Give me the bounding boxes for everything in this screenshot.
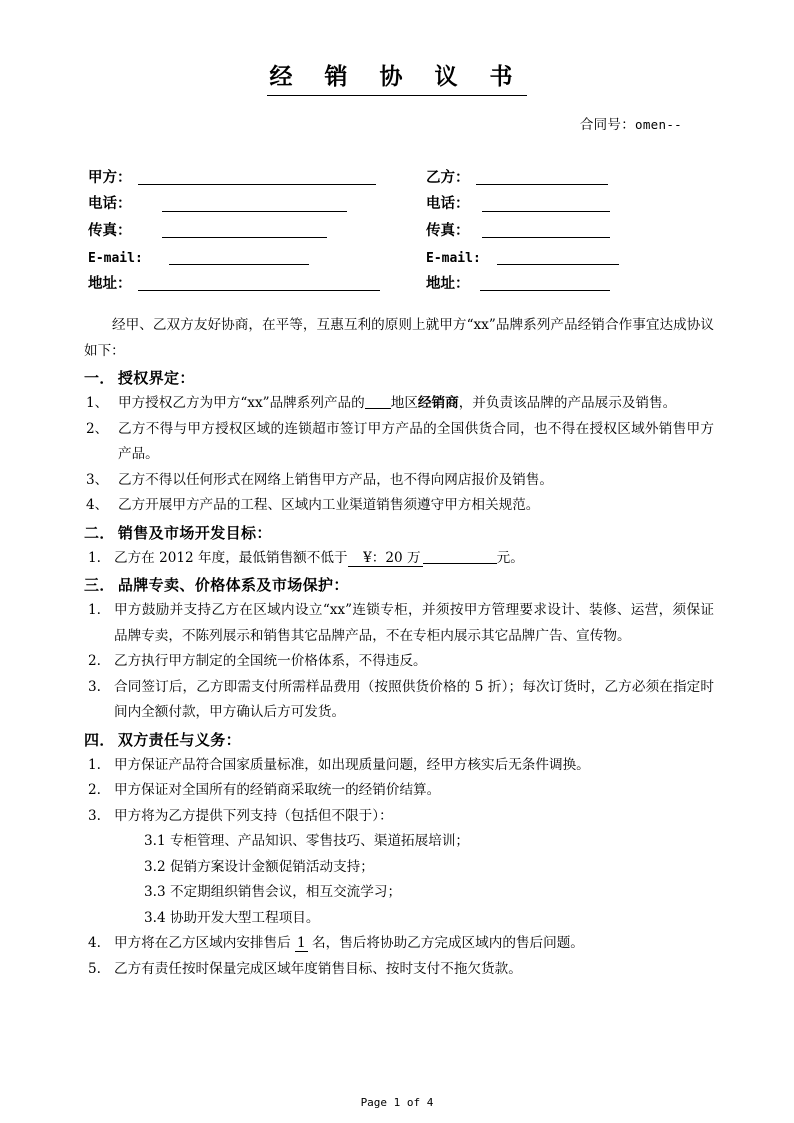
list-item-text	[114, 649, 714, 675]
list-item-text	[114, 931, 714, 957]
document-body	[0, 313, 794, 982]
section-heading	[84, 572, 714, 598]
list-item-marker: 1.	[88, 602, 101, 619]
list-item-marker: 3、	[86, 471, 109, 488]
list-item-text	[114, 598, 714, 649]
party-field-label: 电话：	[426, 195, 470, 213]
party-field-label: E-mail:	[426, 250, 481, 266]
item-text-fragment: 乙方有责任按时保量完成区域年度销售目标、按时支付不拖欠货款。	[114, 960, 522, 977]
list-item-text	[114, 778, 714, 804]
list-item-text	[114, 546, 714, 572]
item-text-fragment: 合同签订后，乙方即需支付所需样品费用（按照供货价格的 5 折）；每次订货时，乙方必须在指定时间内全额付款，甲方确认后方可发货。	[114, 678, 714, 721]
list-item	[84, 957, 714, 983]
party-field-blank[interactable]	[476, 171, 608, 185]
section-number: 三．	[84, 576, 115, 595]
sub-list-item: 3.4 协助开发大型工程项目。	[144, 909, 320, 926]
party-field-row	[88, 159, 426, 186]
item-text-fragment: 乙方开展甲方产品的工程、区域内工业渠道销售须遵守甲方相关规范。	[118, 497, 540, 514]
contract-number	[0, 113, 794, 133]
list-item-marker: 4.	[88, 935, 101, 952]
party-field-label: 地址：	[88, 274, 132, 292]
party-field-row	[88, 212, 426, 239]
list-item-text	[114, 804, 714, 830]
party-field-row	[426, 185, 716, 212]
list-item	[84, 649, 714, 675]
list-item-marker: 3.	[88, 678, 101, 695]
party-field-label: 传真：	[88, 221, 132, 239]
party-field-label: 传真：	[426, 221, 470, 239]
item-text-fragment: 乙方不得以任何形式在网络上销售甲方产品，也不得向网店报价及销售。	[118, 471, 553, 488]
party-field-row	[88, 238, 426, 265]
sub-list-item: 3.2 促销方案设计金额促销活动支持；	[144, 858, 374, 875]
item-text-filled[interactable]: ¥：20 万	[349, 549, 421, 566]
party-field-row	[426, 265, 716, 292]
list-item-marker: 4、	[86, 497, 109, 514]
section-title: 销售及市场开发目标：	[117, 523, 272, 542]
list-item	[84, 598, 714, 649]
item-text-fragment: 甲方保证产品符合国家质量标准，如出现质量问题，经甲方核实后无条件调换。	[114, 756, 590, 773]
party-field-label: 地址：	[426, 274, 470, 292]
section-heading	[84, 727, 714, 753]
party-field-label: 电话：	[88, 195, 132, 213]
party-field-row	[426, 159, 716, 186]
title-block	[0, 0, 794, 96]
section-number: 一．	[84, 369, 115, 388]
item-text-fragment: 乙方在 2012 年度，最低销售额不低于	[114, 549, 348, 566]
party-b-column	[426, 159, 716, 292]
list-item-marker: 2、	[86, 420, 109, 437]
item-text-fragment: 乙方不得与甲方授权区域的连锁超市签订甲方产品的全国供货合同，也不得在授权区域外销售甲方产品。	[118, 420, 714, 463]
list-item-marker: 5.	[88, 960, 101, 977]
item-text-bold: 经销商	[417, 395, 459, 412]
list-item	[84, 468, 714, 494]
party-field-blank[interactable]	[138, 171, 376, 185]
list-item-marker: 1.	[88, 756, 101, 773]
item-text-fragment: 甲方保证对全国所有的经销商采取统一的经销价结算。	[114, 782, 441, 799]
party-field-blank[interactable]	[169, 251, 309, 265]
party-field-row	[426, 238, 716, 265]
list-item	[84, 753, 714, 779]
item-text-fragment: 甲方授权乙方为甲方“xx”品牌系列产品的	[118, 395, 365, 412]
list-item-text	[118, 391, 714, 417]
section-title: 双方责任与义务：	[117, 730, 242, 749]
item-text-fragment: 元。	[496, 549, 524, 566]
list-item	[84, 778, 714, 804]
inline-blank[interactable]	[423, 563, 497, 564]
sub-list-item: 3.3 不定期组织销售会议，相互交流学习；	[144, 884, 402, 901]
list-item-text	[114, 957, 714, 983]
item-text-filled[interactable]: 1	[297, 935, 306, 952]
item-text-fragment: 乙方执行甲方制定的全国统一价格体系，不得违反。	[114, 653, 427, 670]
item-text-fragment: 甲方鼓励并支持乙方在区域内设立“xx”连锁专柜，并须按甲方管理要求设计、装修、运营，须保证品牌专卖，不陈列展示和销售其它品牌产品，不在专柜内展示其它品牌广告、宣传物。	[114, 602, 714, 644]
section-heading	[84, 365, 714, 391]
party-field-blank[interactable]	[482, 198, 610, 212]
page-title: 经 销 协 议 书	[267, 63, 526, 96]
party-a-column	[88, 159, 426, 292]
list-item-marker: 1.	[88, 549, 101, 566]
list-item	[84, 675, 714, 726]
party-field-blank[interactable]	[480, 277, 610, 291]
inline-blank[interactable]	[365, 408, 391, 409]
section-title: 品牌专卖、价格体系及市场保护：	[117, 576, 349, 595]
list-item	[84, 493, 714, 519]
list-item-text	[118, 493, 714, 519]
section-number: 二．	[84, 523, 115, 542]
party-field-row	[426, 212, 716, 239]
list-item-marker: 1、	[86, 395, 109, 412]
party-field-row	[88, 185, 426, 212]
section-heading	[84, 520, 714, 546]
party-field-row	[88, 265, 426, 292]
list-item	[84, 546, 714, 572]
item-text-fragment: 名，售后将协助乙方完成区域内的售后问题。	[307, 935, 584, 952]
list-item-text	[114, 675, 714, 726]
item-text-fragment: ，并负责该品牌的产品展示及销售。	[458, 395, 677, 412]
intro-paragraph: 经甲、乙双方友好协商，在平等，互惠互利的原则上就甲方“xx”品牌系列产品经销合作事宜达成协议如下：	[84, 317, 714, 359]
list-item-marker: 2.	[88, 782, 101, 799]
party-field-label: 乙方：	[426, 168, 470, 186]
party-field-blank[interactable]	[138, 277, 380, 291]
list-item-marker: 3.	[88, 807, 101, 824]
party-field-label: 甲方：	[88, 168, 132, 186]
section-title: 授权界定：	[117, 369, 195, 388]
sections-container	[84, 365, 714, 982]
contract-number-label: 合同号：	[579, 116, 636, 133]
list-item	[84, 391, 714, 417]
party-field-blank[interactable]	[497, 251, 619, 265]
item-text-fragment: 地区	[390, 395, 418, 412]
item-text-fragment: 甲方将在乙方区域内安排售后	[114, 935, 296, 952]
item-text-fragment: 甲方将为乙方提供下列支持（包括但不限于）：	[114, 807, 393, 824]
list-item	[84, 804, 714, 830]
list-item	[84, 417, 714, 468]
sub-list-item: 3.1 专柜管理、产品知识、零售技巧、渠道拓展培训；	[144, 833, 470, 850]
list-item	[84, 931, 714, 957]
section-number: 四．	[84, 730, 115, 749]
party-field-blank[interactable]	[162, 224, 327, 238]
party-field-blank[interactable]	[482, 224, 610, 238]
list-item-marker: 2.	[88, 653, 101, 670]
list-item-text	[114, 753, 714, 779]
contract-number-value: omen--	[635, 116, 682, 132]
parties-block	[0, 159, 794, 292]
party-field-label: E-mail:	[88, 250, 143, 266]
list-item-text	[118, 417, 714, 468]
page-footer: Page 1 of 4	[360, 1096, 434, 1109]
list-item-text	[118, 468, 714, 494]
party-field-blank[interactable]	[162, 198, 347, 212]
